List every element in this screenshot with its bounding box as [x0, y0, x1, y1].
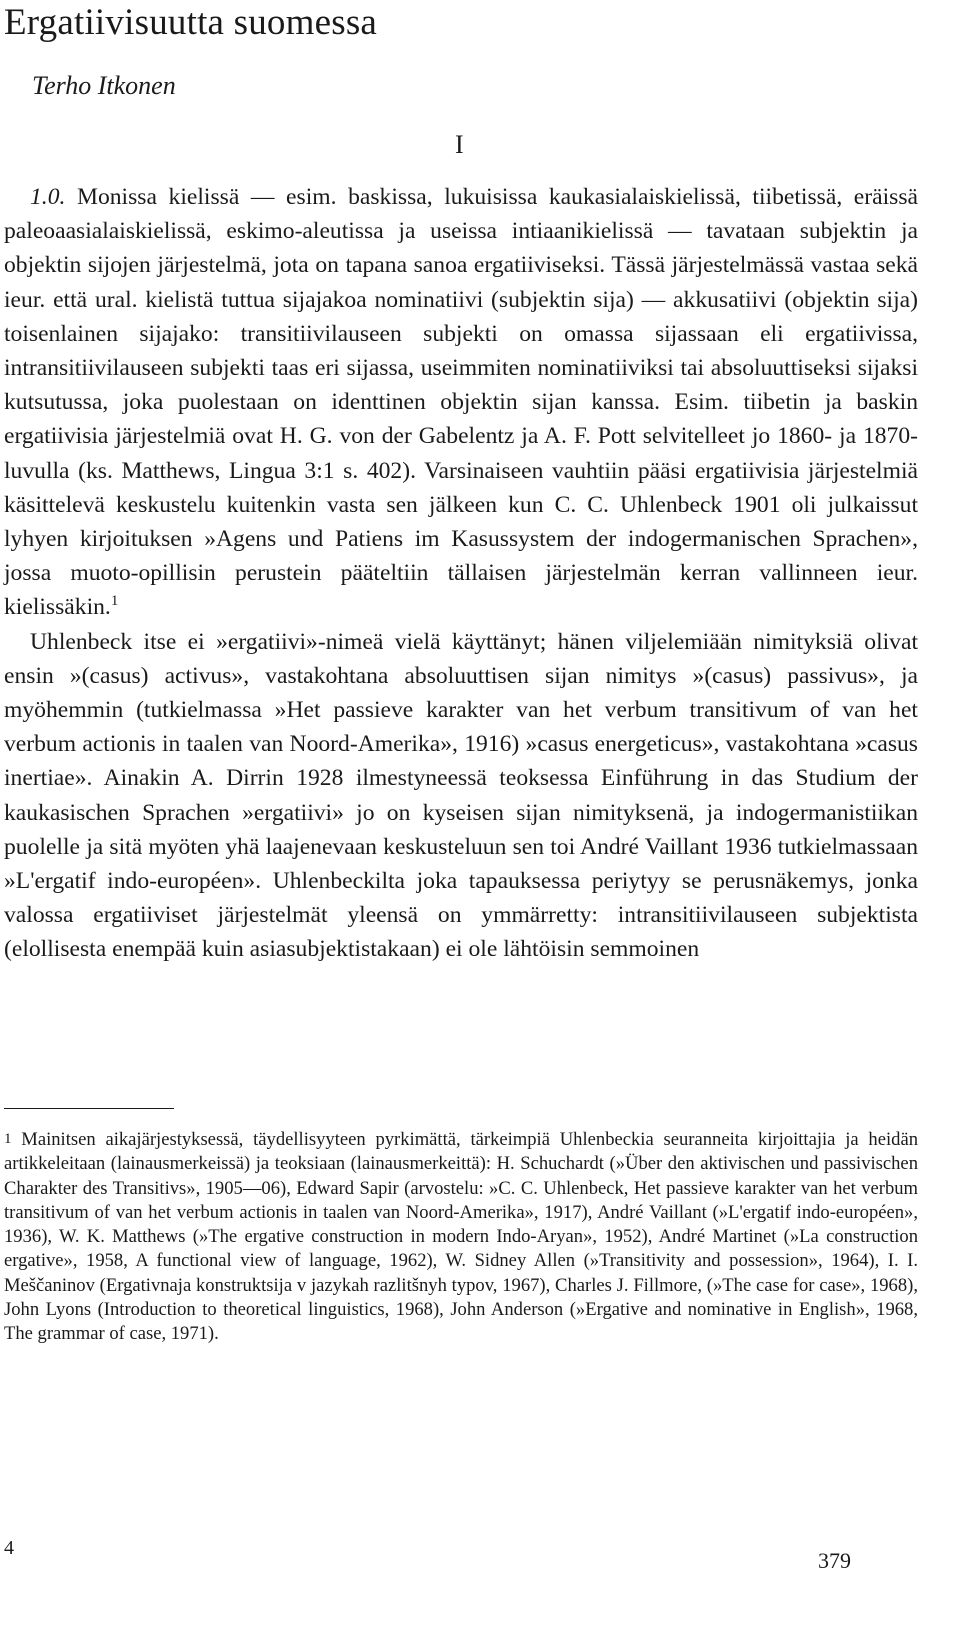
paragraph-2-text: Uhlenbeck itse ei »ergatiivi»-nimeä vielä käyttänyt; hänen viljelemiään nimityksiä olivat ensin »(casus) activus», vastakohtana absoluuttisen sijan nimitys »(casus) passivus», ja myöhemmin (tutkielmassa »Het passieve karakter van het verbum transitivum of van het verbum actionis in taalen van Noord-Amerika», 1916) »casus energeticus», vastakohtana »casus inertiae». Ainakin A. Dirrin 1928 ilmestyneessä teoksessa Einführung in das Studium der kaukasischen Sprachen »ergatiivi» jo on kyseisen sijan nimityksenä, ja indogermanistiikan puolelle ja sitä myöten yhä laajenevaan keskusteluun sen toi André Vaillant 1936 tutkielmassaan »L'ergatif indo-européen». Uhlenbeckilta joka tapauksessa periytyy se perusnäkemys, jonka valossa ergatiiviset järjestelmät yleensä on ymmärretty: intransitiivilauseen subjektista (elollisesta enempää kuin asiasubjektistakaan) ei ole lähtöisin semmoinen [4, 628, 918, 963]
paragraph-2 [4, 625, 918, 967]
page-number: 379 [818, 1548, 851, 1573]
footnote-divider [4, 1108, 174, 1109]
footnote-number: 1 [4, 1131, 12, 1147]
article-title: Ergatiivisuutta suomessa [4, 2, 378, 43]
footnote-1 [4, 1127, 918, 1347]
footnote-reference: 1 [110, 593, 119, 610]
paragraph-1-text: Monissa kielissä — esim. baskissa, lukuisissa kaukasialaiskielissä, tiibetissä, eräissä paleoaasialaiskielissä, eskimo-aleutissa ja useissa intiaanikielissä — tavataan subjektin ja objektin sijojen järjestelmä, jota on tapana sanoa ergatiiviseksi. Tässä järjestelmässä vastaa sekä ieur. että ural. kielistä tuttua sijajakoa nominatiivi (subjektin sija) — akkusatiivi (objektin sija) toisenlainen sijajako: transitiivilauseen subjekti on omassa sijassaan eli ergatiivissa, intransitiivilauseen subjekti taas eri sijassa, useimmiten nominatiiviksi tai absoluuttiseksi sijaksi kutsutussa, joka puolestaan on identtinen objektin sijan kanssa. Esim. tiibetin ja baskin ergatiivisia järjestelmiä ovat H. G. von der Gabelentz ja A. F. Pott selvitelleet jo 1860- ja 1870-luvulla (ks. Matthews, Lingua 3:1 s. 402). Varsinaiseen vauhtiin pääsi ergatiivisia järjestelmiä käsittelevä keskustelu kuitenkin vasta sen jälkeen kun C. C. Uhlenbeck 1901 oli julkaissut lyhyen kirjoituksen »Agens und Patiens im Kasussystem der indogermanischen Sprachen», jossa muoto-opillisin perustein pääteltiin tällaisen järjestelmän kerran vallinneen ieur. kielissäkin. [4, 184, 918, 621]
paragraph-1 [4, 180, 918, 625]
signature-marker: 4 [4, 1537, 14, 1559]
article-author: Terho Itkonen [32, 71, 176, 100]
paragraph-number: 1.0. [30, 184, 66, 210]
footnote-text: Mainitsen aikajärjestyksessä, täydellisyyteen pyrkimättä, tärkeimpiä Uhlenbeckia seuranneita kirjoittajia ja heidän artikkeleitaan (lainausmerkeissä) ja teoksiaan (lainausmerkeittä): H. Schuchardt (»Über den aktivischen und passivischen Charakter des Transitivs», 1905—06), Edward Sapir (arvostelu: »C. C. Uhlenbeck, Het passieve karakter van het verbum transitivum of van het verbum actionis in taalen van Noord-Amerika», 1917), André Vaillant (»L'ergatif indo-européen», 1936), W. K. Matthews (»The ergative construction in modern Indo-Aryan», 1952), André Martinet (»La construction ergative», 1958, A functional view of language, 1962), W. Sidney Allen (»Transitivity and possession», 1964), I. I. Meščaninov (Ergativnaja konstruktsija v jazykah razlitšnyh typov, 1967), Charles J. Fillmore, (»The case for case», 1968), John Lyons (Introduction to theoretical linguistics, 1968), John Anderson (»Ergative and nominative in English», 1968, The grammar of case, 1971). [4, 1129, 918, 1345]
section-number: I [455, 130, 464, 159]
body-text [4, 180, 918, 967]
